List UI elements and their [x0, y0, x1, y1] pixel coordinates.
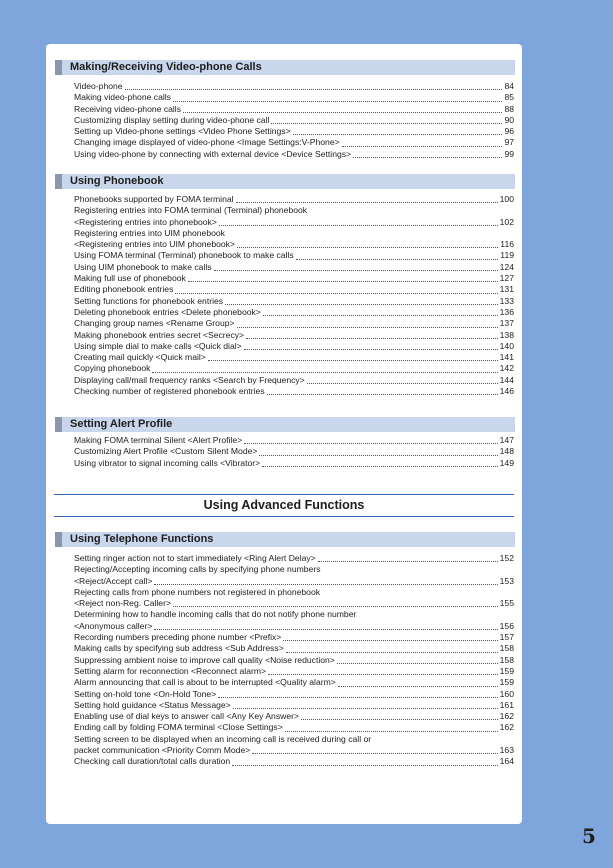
- toc-entry-text: Customizing display setting during video-phone call: [74, 114, 270, 125]
- dot-leader: [244, 443, 498, 444]
- dot-leader: [188, 281, 498, 282]
- toc-entry-text: Using simple dial to make calls <Quick dial>: [74, 340, 242, 351]
- toc-entry-page: 88: [504, 103, 514, 114]
- toc-entry-page: 163: [499, 745, 514, 756]
- section-title: Setting Alert Profile: [70, 418, 173, 430]
- dot-leader: [246, 338, 498, 339]
- dot-leader: [338, 686, 498, 687]
- toc-entry-text: Displaying call/mail frequency ranks <Search by Frequency>: [74, 374, 305, 385]
- dot-leader: [318, 561, 498, 562]
- dot-leader: [293, 134, 503, 135]
- toc-entry[interactable]: [74, 745, 514, 756]
- dot-leader: [342, 146, 503, 147]
- section-title: Using Telephone Functions: [70, 533, 214, 545]
- toc-entry-page: 162: [499, 711, 514, 722]
- dot-leader: [301, 719, 498, 720]
- toc-entry-page: 102: [499, 216, 514, 227]
- toc-entry-text: Making FOMA terminal Silent <Alert Profile>: [74, 435, 243, 445]
- toc-entry-text: Video-phone: [74, 81, 123, 91]
- toc-entry[interactable]: [74, 149, 514, 160]
- toc-entry-text: Rejecting/Accepting incoming calls by specifying phone numbers: [74, 564, 321, 575]
- toc-entry-text: Making calls by specifying sub address <Sub Address>: [74, 643, 284, 654]
- section-header-video-phone: [55, 60, 515, 75]
- dot-leader: [152, 372, 497, 373]
- toc-entry[interactable]: [74, 352, 514, 363]
- dot-leader: [283, 640, 497, 641]
- toc-entry[interactable]: [74, 458, 514, 469]
- toc-entry[interactable]: [74, 722, 514, 733]
- toc-entry[interactable]: [74, 386, 514, 397]
- toc-entry[interactable]: [74, 609, 514, 620]
- toc-entry[interactable]: [74, 296, 514, 307]
- toc-entry-page: 158: [499, 654, 514, 665]
- toc-entry[interactable]: [74, 587, 514, 598]
- toc-entry[interactable]: [74, 700, 514, 711]
- toc-entry-text: Changing group names <Rename Group>: [74, 318, 235, 329]
- section-entries-alert-profile: [74, 435, 514, 469]
- toc-entry-page: 140: [499, 340, 514, 351]
- dot-leader: [296, 259, 499, 260]
- section-title: Making/Receiving Video-phone Calls: [70, 61, 262, 73]
- major-heading: Using Advanced Functions: [54, 494, 514, 517]
- dot-leader: [286, 652, 498, 653]
- toc-entry[interactable]: [74, 576, 514, 587]
- toc-entry[interactable]: [74, 318, 514, 329]
- toc-entry-page: 84: [504, 81, 514, 91]
- toc-entry-page: 155: [499, 598, 514, 609]
- toc-entry-page: 90: [504, 114, 514, 125]
- toc-entry-text: Checking call duration/total calls duration: [74, 756, 231, 767]
- dot-leader: [232, 765, 497, 766]
- toc-entry[interactable]: [74, 126, 514, 137]
- toc-entry[interactable]: [74, 239, 514, 250]
- dot-leader: [263, 315, 498, 316]
- toc-entry-text: Deleting phonebook entries <Delete phonebook>: [74, 306, 261, 317]
- toc-entry[interactable]: [74, 307, 514, 318]
- toc-entry-text: Suppressing ambient noise to improve call quality <Noise reduction>: [74, 654, 335, 665]
- toc-entry-page: 119: [500, 250, 514, 261]
- section-marker: [55, 60, 62, 75]
- toc-entry-text: <Anonymous caller>: [74, 620, 153, 631]
- dot-leader: [173, 606, 498, 607]
- toc-entry[interactable]: [74, 250, 514, 261]
- toc-entry[interactable]: [74, 632, 514, 643]
- dot-leader: [154, 629, 497, 630]
- toc-entry-text: Setting up Video-phone settings <Video Phone Settings>: [74, 126, 291, 137]
- dot-leader: [259, 455, 497, 456]
- dot-leader: [218, 697, 497, 698]
- toc-entry[interactable]: [74, 598, 514, 609]
- toc-entry-text: Changing image displayed of video-phone <Image Settings:V-Phone>: [74, 137, 340, 148]
- section-marker: [55, 532, 62, 547]
- toc-entry-page: 99: [504, 148, 514, 159]
- dot-leader: [219, 225, 498, 226]
- toc-entry-text: Setting hold guidance <Status Message>: [74, 699, 231, 710]
- toc-entry-page: 131: [499, 284, 514, 295]
- dot-leader: [208, 360, 498, 361]
- toc-entry-text: Ending call by folding FOMA terminal <Close Settings>: [74, 722, 283, 733]
- toc-entry-text: Making phonebook entries secret <Secrecy>: [74, 329, 245, 340]
- toc-entry-text: Customizing Alert Profile <Custom Silent Mode>: [74, 446, 258, 457]
- toc-entry[interactable]: [74, 262, 514, 273]
- toc-entry-text: Checking number of registered phonebook entries: [74, 386, 265, 397]
- section-entries-phonebook: [74, 194, 514, 397]
- dot-leader: [267, 394, 498, 395]
- toc-entry-page: 116: [500, 239, 514, 250]
- toc-entry[interactable]: [74, 363, 514, 374]
- toc-entry-text: Rejecting calls from phone numbers not registered in phonebook: [74, 586, 321, 597]
- toc-entry-text: Using video-phone by connecting with external device <Device Settings>: [74, 148, 352, 159]
- toc-entry-text: <Reject non-Reg. Caller>: [74, 598, 171, 609]
- dot-leader: [236, 202, 498, 203]
- dot-leader: [175, 293, 497, 294]
- toc-entry-text: Setting screen to be displayed when an incoming call is received during call or: [74, 733, 372, 744]
- toc-entry-page: 144: [499, 374, 514, 385]
- dot-leader: [262, 466, 498, 467]
- toc-entry-text: <Registering entries into UIM phonebook>: [74, 239, 235, 250]
- toc-entry-page: 159: [499, 665, 514, 676]
- toc-entry[interactable]: [74, 666, 514, 677]
- dot-leader: [307, 383, 498, 384]
- toc-entry-page: 142: [499, 363, 514, 374]
- dot-leader: [353, 157, 502, 158]
- section-header-phonebook: [55, 174, 515, 189]
- toc-entry[interactable]: [74, 643, 514, 654]
- section-header-alert-profile: [55, 417, 515, 432]
- section-entries-telephone-functions: [74, 553, 514, 768]
- toc-entry-text: Receiving video-phone calls: [74, 103, 182, 114]
- toc-entry-page: 160: [499, 688, 514, 699]
- toc-entry[interactable]: [74, 284, 514, 295]
- toc-entry-page: 138: [499, 329, 514, 340]
- toc-entry[interactable]: [74, 553, 514, 564]
- toc-entry[interactable]: [74, 217, 514, 228]
- toc-entry-page: 96: [504, 126, 514, 137]
- toc-entry[interactable]: [74, 228, 514, 239]
- toc-entry[interactable]: [74, 564, 514, 575]
- toc-entry-text: Using UIM phonebook to make calls: [74, 261, 212, 272]
- toc-entry[interactable]: [74, 446, 514, 457]
- toc-entry-page: 147: [499, 435, 514, 445]
- toc-entry[interactable]: [74, 689, 514, 700]
- toc-entry-text: Setting functions for phonebook entries: [74, 295, 224, 306]
- toc-entry-text: Registering entries into UIM phonebook: [74, 227, 225, 238]
- toc-entry[interactable]: [74, 194, 514, 205]
- dot-leader: [183, 112, 502, 113]
- toc-entry[interactable]: [74, 756, 514, 767]
- toc-entry-page: 141: [499, 352, 514, 363]
- toc-entry[interactable]: [74, 273, 514, 284]
- dot-leader: [285, 731, 498, 732]
- toc-entry-text: Copying phonebook: [74, 363, 151, 374]
- dot-leader: [271, 123, 502, 124]
- toc-entry[interactable]: [74, 621, 514, 632]
- toc-entry-page: 124: [499, 261, 514, 272]
- section-title: Using Phonebook: [70, 175, 164, 187]
- toc-entry-page: 133: [499, 295, 514, 306]
- toc-entry-text: Enabling use of dial keys to answer call <Any Key Answer>: [74, 711, 299, 722]
- toc-entry-text: <Registering entries into phonebook>: [74, 216, 217, 227]
- toc-entry-text: Setting on-hold tone <On-Hold Tone>: [74, 688, 217, 699]
- toc-entry-page: 153: [499, 575, 514, 586]
- toc-entry-page: 85: [504, 92, 514, 103]
- toc-entry-page: 152: [499, 553, 514, 563]
- toc-entry-text: Setting ringer action not to start immediately <Ring Alert Delay>: [74, 553, 316, 563]
- toc-page: [46, 44, 522, 824]
- dot-leader: [233, 708, 498, 709]
- toc-entry[interactable]: [74, 104, 514, 115]
- toc-entry-text: packet communication <Priority Comm Mode>: [74, 745, 251, 756]
- dot-leader: [214, 270, 498, 271]
- section-marker: [55, 417, 62, 432]
- toc-entry[interactable]: [74, 205, 514, 216]
- toc-entry-text: Determining how to handle incoming calls that do not notify phone number: [74, 609, 357, 620]
- page-number: 5: [582, 824, 596, 848]
- section-header-telephone-functions: [55, 532, 515, 547]
- toc-entry[interactable]: [74, 115, 514, 126]
- toc-entry-text: Creating mail quickly <Quick mail>: [74, 352, 206, 363]
- toc-entry-text: Making full use of phonebook: [74, 273, 186, 284]
- toc-entry-page: 100: [499, 194, 514, 204]
- toc-entry-page: 127: [499, 273, 514, 284]
- section-entries-video-phone: [74, 81, 514, 160]
- toc-entry[interactable]: [74, 92, 514, 103]
- dot-leader: [244, 349, 498, 350]
- toc-entry[interactable]: [74, 711, 514, 722]
- toc-entry-page: 137: [499, 318, 514, 329]
- toc-entry[interactable]: [74, 435, 514, 446]
- toc-entry-text: Using FOMA terminal (Terminal) phonebook to make calls: [74, 250, 294, 261]
- dot-leader: [225, 304, 498, 305]
- dot-leader: [154, 584, 497, 585]
- dot-leader: [125, 89, 503, 90]
- toc-entry-page: 162: [499, 722, 514, 733]
- dot-leader: [252, 753, 497, 754]
- dot-leader: [173, 101, 502, 102]
- dot-leader: [337, 663, 498, 664]
- toc-entry-text: Making video-phone calls: [74, 92, 171, 103]
- section-marker: [55, 174, 62, 189]
- toc-entry-page: 156: [499, 620, 514, 631]
- dot-leader: [237, 327, 498, 328]
- toc-entry-page: 159: [499, 677, 514, 688]
- toc-entry-page: 146: [499, 386, 514, 397]
- toc-entry-page: 161: [499, 699, 514, 710]
- toc-entry-page: 149: [499, 457, 514, 468]
- toc-entry[interactable]: [74, 375, 514, 386]
- toc-entry-text: Editing phonebook entries: [74, 284, 174, 295]
- toc-entry[interactable]: [74, 677, 514, 688]
- toc-entry[interactable]: [74, 137, 514, 148]
- toc-entry[interactable]: [74, 655, 514, 666]
- toc-entry-text: Phonebooks supported by FOMA terminal: [74, 194, 234, 204]
- toc-entry-text: <Reject/Accept call>: [74, 575, 153, 586]
- toc-entry-text: Registering entries into FOMA terminal (Terminal) phonebook: [74, 205, 308, 216]
- toc-entry[interactable]: [74, 81, 514, 92]
- toc-entry-text: Alarm announcing that call is about to be interrupted <Quality alarm>: [74, 677, 336, 688]
- toc-entry-page: 148: [499, 446, 514, 457]
- toc-entry[interactable]: [74, 734, 514, 745]
- toc-entry-text: Setting alarm for reconnection <Reconnect alarm>: [74, 665, 267, 676]
- toc-entry[interactable]: [74, 341, 514, 352]
- toc-entry-text: Using vibrator to signal incoming calls <Vibrator>: [74, 457, 261, 468]
- dot-leader: [237, 247, 498, 248]
- toc-entry-text: Recording numbers preceding phone number <Prefix>: [74, 632, 282, 643]
- dot-leader: [268, 674, 498, 675]
- toc-entry-page: 136: [499, 306, 514, 317]
- toc-entry-page: 157: [499, 632, 514, 643]
- toc-entry-page: 97: [504, 137, 514, 148]
- toc-entry[interactable]: [74, 330, 514, 341]
- toc-entry-page: 164: [499, 756, 514, 767]
- toc-entry-page: 158: [499, 643, 514, 654]
